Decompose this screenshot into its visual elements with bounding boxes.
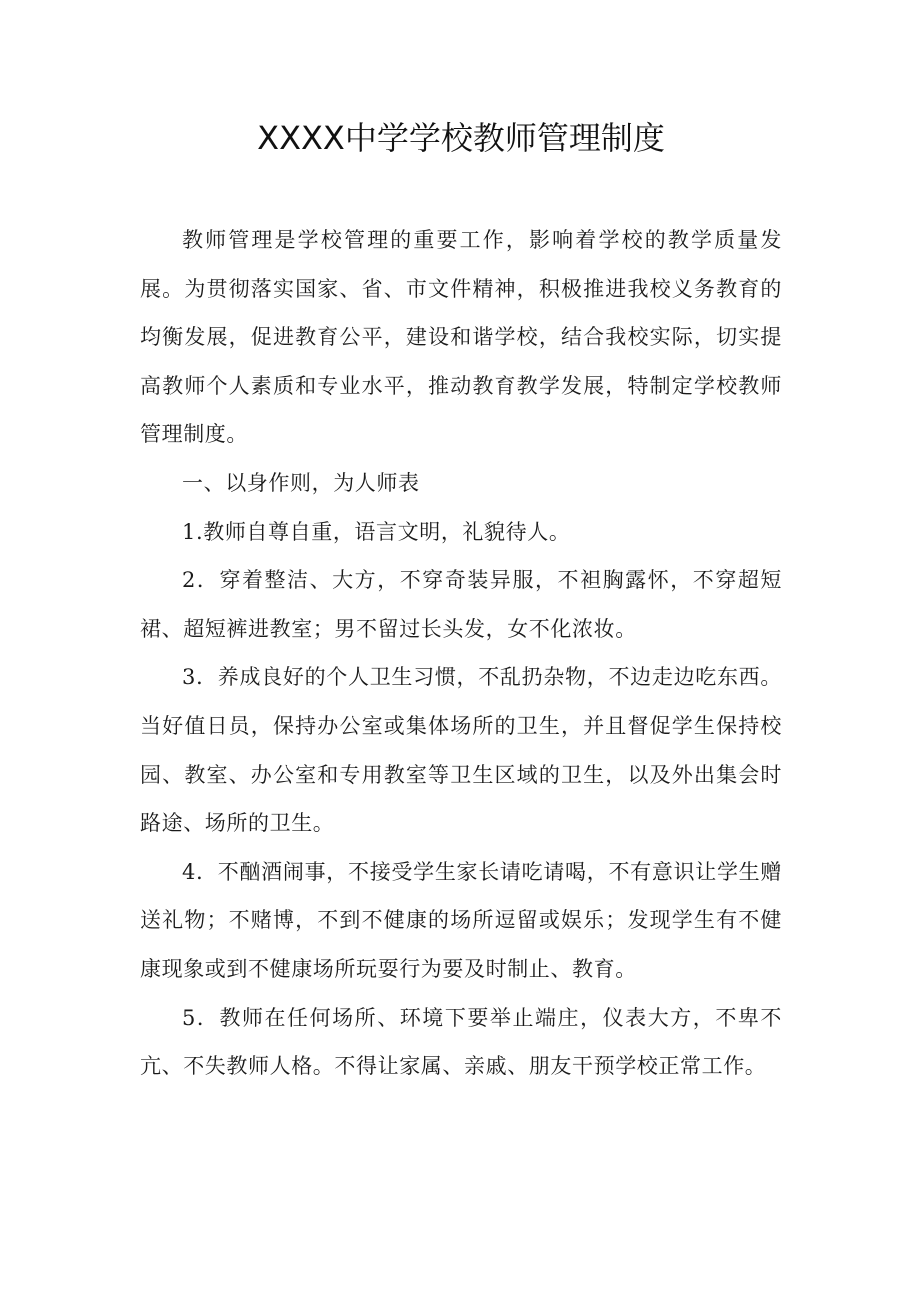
section-heading: 一、以身作则，为人师表 bbox=[182, 470, 420, 495]
rule-item-2: 2．穿着整洁、大方，不穿奇装异服，不袒胸露怀，不穿超短裙、超短裤进教室；男不留过长头发，女不化浓妆。 bbox=[140, 568, 782, 641]
rule-item-5: 5．教师在任何场所、环境下要举止端庄，仪表大方，不卑不亢、不失教师人格。不得让家属、亲戚、朋友干预学校正常工作。 bbox=[140, 1005, 782, 1079]
rule-item-1: 1.教师自尊自重，语言文明，礼貌待人。 bbox=[182, 519, 571, 544]
intro-paragraph: 教师管理是学校管理的重要工作，影响着学校的教学质量发展。为贯彻落实国家、省、市文件精神，积极推进我校义务教育的均衡发展，促进教育公平，建设和谐学校，结合我校实际，切实提高教师个人素质和专业水平，推动教育教学发展，特制定学校教师管理制度。 bbox=[140, 228, 782, 447]
rule-item-4: 4．不酗酒闹事，不接受学生家长请吃请喝，不有意识让学生赠送礼物；不赌博，不到不健康的场所逗留或娱乐；发现学生有不健康现象或到不健康场所玩耍行为要及时制止、教育。 bbox=[140, 859, 782, 981]
document-body bbox=[140, 216, 782, 1091]
rule-item-3: 3．养成良好的个人卫生习惯，不乱扔杂物，不边走边吃东西。当好值日员，保持办公室或集体场所的卫生，并且督促学生保持校园、教室、办公室和专用教室等卫生区域的卫生，以及外出集会时路途、场所的卫生。 bbox=[140, 665, 782, 836]
document-title: XXXX中学学校教师管理制度 bbox=[257, 119, 665, 157]
